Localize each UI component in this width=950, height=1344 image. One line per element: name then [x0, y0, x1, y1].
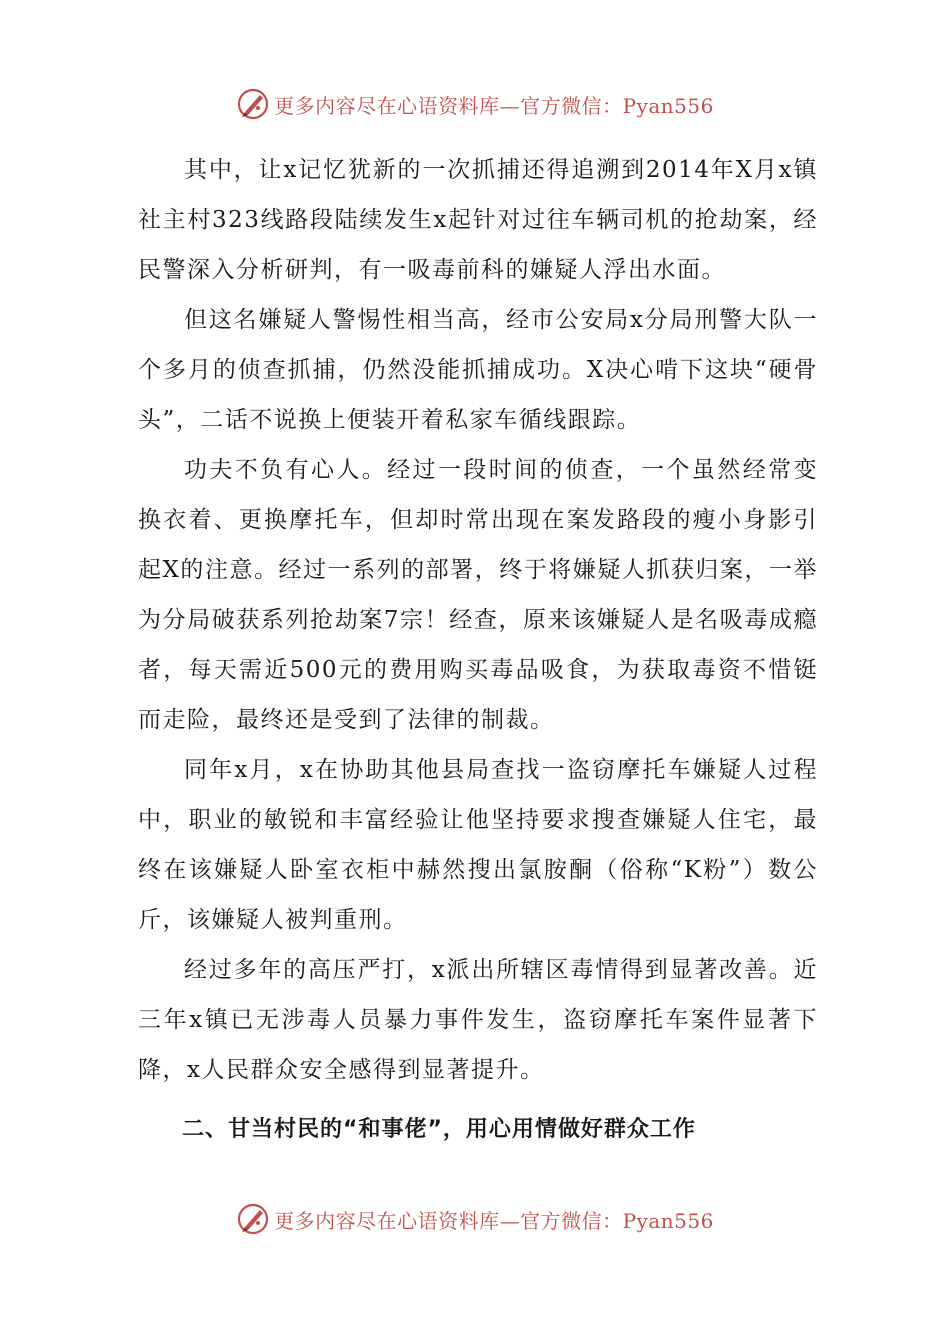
document-body	[138, 145, 818, 1155]
paragraph-1: 其中，让x记忆犹新的一次抓捕还得追溯到2014年X月x镇社主村323线路段陆续发生x起针对过往车辆司机的抢劫案，经民警深入分析研判，有一吸毒前科的嫌疑人浮出水面。	[138, 157, 818, 283]
footer-banner	[0, 1199, 950, 1239]
section-heading: 二、甘当村民的“和事佬”，用心用情做好群众工作	[182, 1117, 696, 1142]
header-banner-text: 更多内容尽在心语资料库—官方微信：Pyan556	[274, 93, 714, 118]
pen-logo-icon	[236, 87, 270, 121]
paragraph-2: 但这名嫌疑人警惕性相当高，经市公安局x分局刑警大队一个多月的侦查抓捕，仍然没能抓捕成功。X决心啃下这块“硬骨头”，二话不说换上便装开着私家车循线跟踪。	[138, 307, 818, 433]
paragraph-5: 经过多年的高压严打，x派出所辖区毒情得到显著改善。近三年x镇已无涉毒人员暴力事件发生，盗窃摩托车案件显著下降，x人民群众安全感得到显著提升。	[138, 957, 818, 1083]
header-banner	[0, 84, 950, 124]
paragraph-3: 功夫不负有心人。经过一段时间的侦查，一个虽然经常变换衣着、更换摩托车，但却时常出现在案发路段的瘦小身影引起X的注意。经过一系列的部署，终于将嫌疑人抓获归案，一举为分局破获系列抢劫案7宗！经查，原来该嫌疑人是名吸毒成瘾者，每天需近500元的费用购买毒品吸食，为获取毒资不惜铤而走险，最终还是受到了法律的制裁。	[138, 457, 818, 733]
paragraph-4: 同年x月，x在协助其他县局查找一盗窃摩托车嫌疑人过程中，职业的敏锐和丰富经验让他坚持要求搜查嫌疑人住宅，最终在该嫌疑人卧室衣柜中赫然搜出氯胺酮（俗称“K粉”）数公斤，该嫌疑人被判重刑。	[138, 757, 818, 933]
pen-logo-icon	[236, 1202, 270, 1236]
footer-banner-text: 更多内容尽在心语资料库—官方微信：Pyan556	[274, 1208, 714, 1233]
